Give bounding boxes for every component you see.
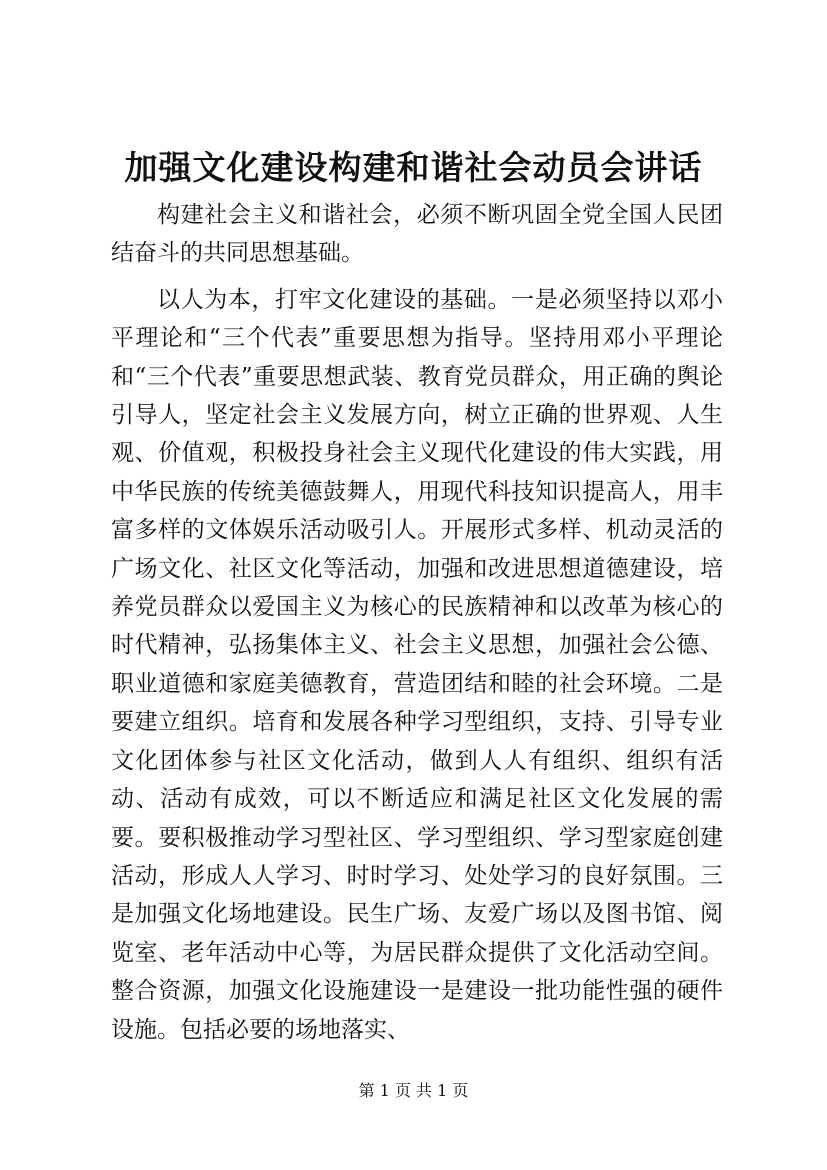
page-footer: 第 1 页 共 1 页 <box>358 1081 469 1100</box>
paragraph: 构建社会主义和谐社会，必须不断巩固全党全国人民团结奋斗的共同思想基础。 <box>111 202 723 267</box>
document-title: 加强文化建设构建和谐社会动员会讲话 <box>124 148 703 187</box>
paragraph: 以人为本，打牢文化建设的基础。一是必须坚持以邓小平理论和“三个代表”重要思想为指导。坚持用邓小平理论和“三个代表”重要思想武装、教育党员群众，用正确的舆论引导人，坚定社会主义发展方向，树立正确的世界观、人生观、价值观，积极投身社会主义现代化建设的伟大实践，用中华民族的传统美德鼓舞人，用现代科技知识提高人，用丰富多样的文体娱乐活动吸引人。开展形式多样、机动灵活的广场文化、社区文化等活动，加强和改进思想道德建设，培养党员群众以爱国主义为核心的民族精神和以改革为核心的时代精神，弘扬集体主义、社会主义思想，加强社会公德、职业道德和家庭美德教育，营造团结和睦的社会环境。二是要建立组织。培育和发展各种学习型组织，支持、引导专业文化团体参与社区文化活动，做到人人有组织、组织有活动、活动有成效，可以不断适应和满足社区文化发展的需要。要积极推动学习型社区、学习型组织、学习型家庭创建活动，形成人人学习、时时学习、处处学习的良好氛围。三是加强文化场地建设。民生广场、友爱广场以及图书馆、阅览室、老年活动中心等，为居民群众提供了文化活动空间。整合资源，加强文化设施建设一是建设一批功能性强的硬件设施。包括必要的场地落实、 <box>111 286 723 1043</box>
document-body <box>111 196 723 1049</box>
